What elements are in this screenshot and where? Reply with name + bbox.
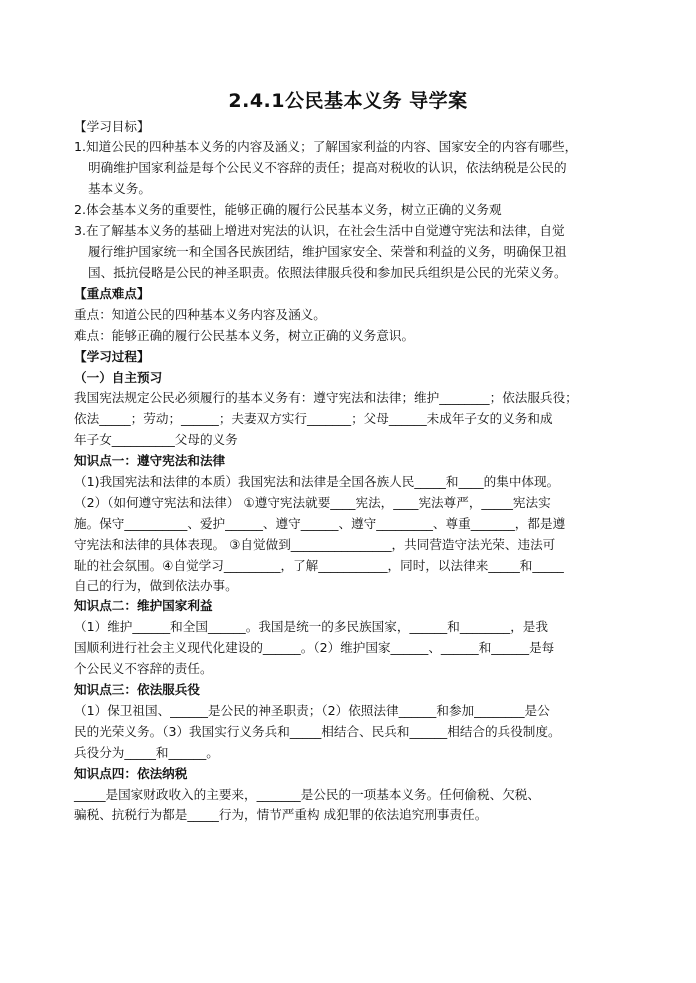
kp1-line-5: 耻的社会氛围。④自觉学习_________，了解___________，同时，以法律来_____和_____ xyxy=(74,558,564,573)
preview-line-1: 我国宪法规定公民必须履行的基本义务有：遵守宪法和法律；维护________；依法服兵役； xyxy=(74,390,578,405)
kp2-line-3: 个公民义不容辞的责任。 xyxy=(74,661,213,676)
knowledge-point-3-heading: 知识点三：依法服兵役 xyxy=(74,682,200,697)
objective-3-line-2: 履行维护国家统一和全国各民族团结，维护国家安全、荣誉和利益的义务，明确保卫祖 xyxy=(88,244,567,259)
kp4-line-1: _____是国家财政收入的主要来，_______是公民的一项基本义务。任何偷税、欠税、 xyxy=(74,787,540,802)
kp1-line-4: 守宪法和法律的具体表现。 ③自觉做到________________，共同营造守法光荣、违法可 xyxy=(74,537,556,552)
knowledge-point-2-heading: 知识点二：维护国家利益 xyxy=(74,598,213,613)
preview-line-3: 年子女__________父母的义务 xyxy=(74,432,238,447)
objective-1-line-3: 基本义务。 xyxy=(88,181,151,196)
kp1-line-3: 施。保守__________、爱护______、遵守______、遵守_________、尊重_______，都是遵 xyxy=(74,516,566,531)
objective-3-line-1: 3.在了解基本义务的基础上增进对宪法的认识，在社会生活中自觉遵守宪法和法律，自觉 xyxy=(74,223,565,238)
kp1-line-6: 自己的行为，做到依法办事。 xyxy=(74,578,238,593)
subsection-preview: （一）自主预习 xyxy=(74,370,163,385)
objective-1-line-2: 明确维护国家利益是每个公民义不容辞的责任；提高对税收的认识，依法纳税是公民的 xyxy=(88,160,567,175)
kp3-line-2: 民的光荣义务。（3）我国实行义务兵和_____相结合、民兵和______相结合的兵役制度。 xyxy=(74,724,561,739)
document-title: 2.4.1公民基本义务 导学案 xyxy=(228,90,468,112)
kp2-line-2: 国顺利进行社会主义现代化建设的______。（2）维护国家______、______和______是每 xyxy=(74,640,555,655)
kp1-line-2: （2）（如何遵守宪法和法律） ①遵守宪法就要____宪法，____宪法尊严，_____宪法实 xyxy=(74,495,551,510)
key-point: 重点：知道公民的四种基本义务内容及涵义。 xyxy=(74,307,326,322)
kp3-line-3: 兵役分为_____和______。 xyxy=(74,745,219,760)
section-heading-process: 【学习过程】 xyxy=(74,349,150,364)
kp4-line-2: 骗税、抗税行为都是_____行为，情节严重构 成犯罪的依法追究刑事责任。 xyxy=(74,807,488,822)
difficult-point: 难点：能够正确的履行公民基本义务，树立正确的义务意识。 xyxy=(74,328,415,343)
objective-3-line-3: 国、抵抗侵略是公民的神圣职责。依照法律服兵役和参加民兵组织是公民的光荣义务。 xyxy=(88,265,567,280)
kp1-line-1: （1)我国宪法和法律的本质）我国宪法和法律是全国各族人民_____和____的集中体现。 xyxy=(74,474,560,489)
preview-line-2: 依法_____；劳动；______；夫妻双方实行_______；父母______未成年子女的义务和成 xyxy=(74,411,553,426)
objective-2: 2.体会基本义务的重要性，能够正确的履行公民基本义务，树立正确的义务观 xyxy=(74,202,502,217)
knowledge-point-1-heading: 知识点一：遵守宪法和法律 xyxy=(74,453,226,468)
section-heading-key-points: 【重点难点】 xyxy=(74,286,150,301)
knowledge-point-4-heading: 知识点四：依法纳税 xyxy=(74,766,188,781)
kp2-line-1: （1）维护______和全国______。我国是统一的多民族国家，______和________，是我 xyxy=(74,619,548,634)
objective-1-line-1: 1.知道公民的四种基本义务的内容及涵义；了解国家利益的内容、国家安全的内容有哪些， xyxy=(74,139,578,154)
section-heading-objectives: 【学习目标】 xyxy=(74,119,150,134)
kp3-line-1: （1）保卫祖国、______是公民的神圣职责；（2）依照法律______和参加________是公 xyxy=(74,703,550,718)
